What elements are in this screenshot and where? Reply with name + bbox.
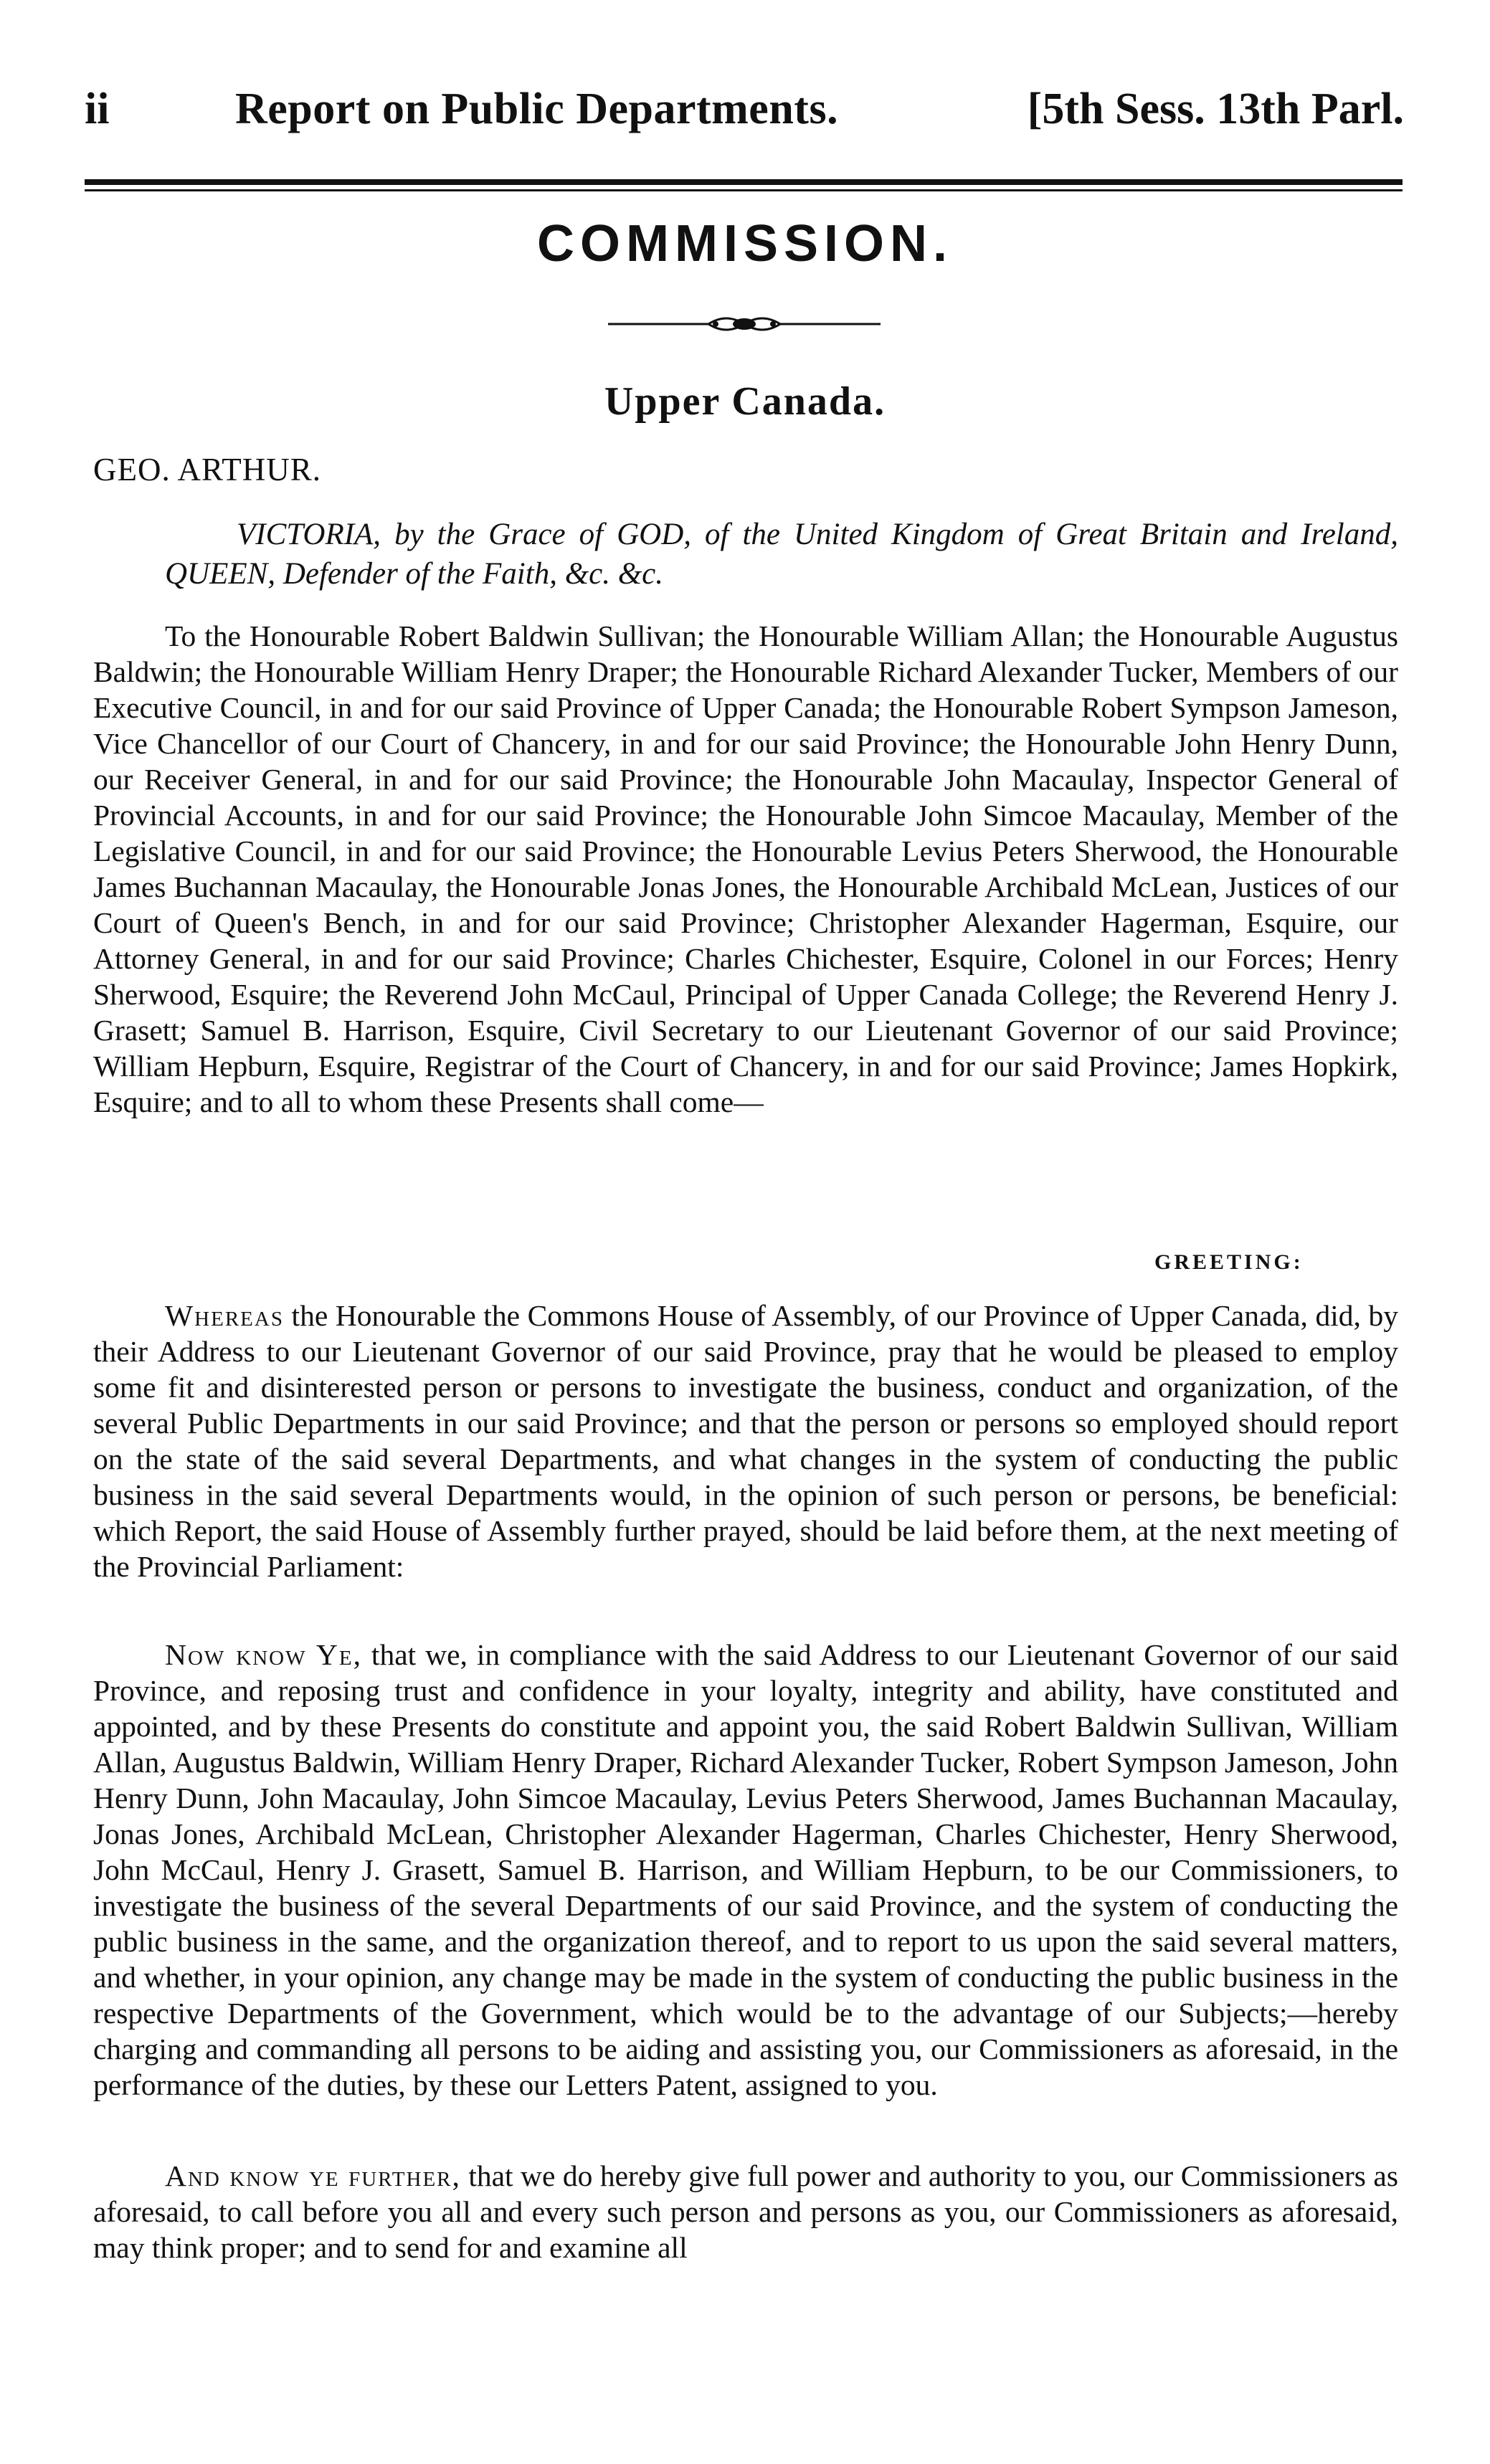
now-know-text: that we, in compliance with the said Address to our Lieutenant Governor of our said Province, and reposing trust and confidence in your loyalty, integrity and ability, have constituted and appointed, and by these Presents do constitute and appoint you, the said Robert Baldwin Sullivan, William Allan, Augustus Baldwin, William Henry Draper, Richard Alexander Tucker, Robert Sympson Jameson, John Henry Dunn, John Macaulay, John Simcoe Macaulay, Levius Peters Sherwood, James Buchannan Macaulay, Jonas Jones, Archibald McLean, Christopher Alexander Hagerman, Charles Chichester, Henry Sherwood, John McCaul, Henry J. Grasett, Samuel B. Harrison, and William Hepburn, to be our Commissioners, to investigate the business of the several Departments of our said Province, and the system of conducting the public business in the same, and the organization thereof, and to report to us upon the said several matters, and whether, in your opinion, any change may be made in the system of conducting the public business in the respective Departments of the Government, which would be to the advantage of our Subjects;—hereby charging and commanding all persons to be aiding and assisting you, our Commissioners as aforesaid, in the performance of the duties, by these our Letters Patent, assigned to you. [93,1638,1398,2101]
page-number: ii [85,85,110,133]
know-further-lead: And know ye further, [165,2159,461,2192]
header-rule-thick [85,179,1403,185]
know-further-paragraph [93,2158,1398,2265]
whereas-text: the Honourable the Commons House of Assembly, of our Province of Upper Canada, did, by their Address to our Lieutenant Governor of our said Province, pray that he would be pleased to employ some fit and disinterested person or persons to investigate the business, conduct and organization, of the several Public Departments in our said Province; and that the person or persons so employed should report on the state of the said several Departments, and what changes in the system of conducting the public business in the said several Departments would, in the opinion of such person or persons, be beneficial: which Report, the said House of Assembly further prayed, should be laid before them, at the next meeting of the Provincial Parliament: [93,1299,1398,1583]
ornament-divider-icon [608,310,881,338]
whereas-lead: Whereas [165,1299,284,1332]
header-rule-thin [85,189,1403,191]
now-know-paragraph [93,1637,1398,2103]
commission-heading: COMMISSION. [536,215,953,272]
province-heading: Upper Canada. [604,379,886,424]
governor-signature: GEO. ARTHUR. [93,452,322,487]
running-head [85,80,1404,138]
royal-style-paragraph [93,515,1398,594]
now-know-lead: Now know Ye, [165,1638,362,1671]
address-text: To the Honourable Robert Baldwin Sullivan; the Honourable William Allan; the Honourable Augustus Baldwin; the Honourable William Henry Draper; the Honourable Richard Alexander Tucker, Members of our Executive Council, in and for our said Province of Upper Canada; the Honourable Robert Sympson Jameson, Vice Chancellor of our Court of Chancery, in and for our said Province; the Honourable John Henry Dunn, our Receiver General, in and for our said Province; the Honourable John Macaulay, Inspector General of Provincial Accounts, in and for our said Province; the Honourable John Simcoe Macaulay, Member of the Legislative Council, in and for our said Province; the Honourable Levius Peters Sherwood, the Honourable James Buchannan Macaulay, the Honourable Jonas Jones, the Honourable Archibald McLean, Justices of our Court of Queen's Bench, in and for our said Province; Christopher Alexander Hagerman, Esquire, our Attorney General, in and for our said Province; Charles Chichester, Esquire, Colonel in our Forces; Henry Sherwood, Esquire; the Reverend John McCaul, Principal of Upper Canada College; the Reverend Henry J. Grasett; Samuel B. Harrison, Esquire, Civil Secretary to our Lieutenant Governor of our said Province; William Hepburn, Esquire, Registrar of the Court of Chancery, in and for our said Province; James Hopkirk, Esquire; and to all to whom these Presents shall come— [93,619,1398,1118]
greeting-label: GREETING: [1154,1250,1304,1274]
know-further-text: that we do hereby give full power and authority to you, our Commissioners as aforesaid, to call before you all and every such person and persons as you, our Commissioners as aforesaid, may think proper; and to send for and examine all [93,2159,1398,2264]
running-title: Report on Public Departments. [235,85,839,133]
session-label: [5th Sess. 13th Parl. [1027,85,1404,133]
royal-style-text: VICTORIA, by the Grace of GOD, of the United Kingdom of Great Britain and Ireland, QUEEN, Defender of the Faith, &c. &c. [165,518,1398,591]
address-paragraph [93,618,1398,1120]
whereas-paragraph [93,1298,1398,1584]
